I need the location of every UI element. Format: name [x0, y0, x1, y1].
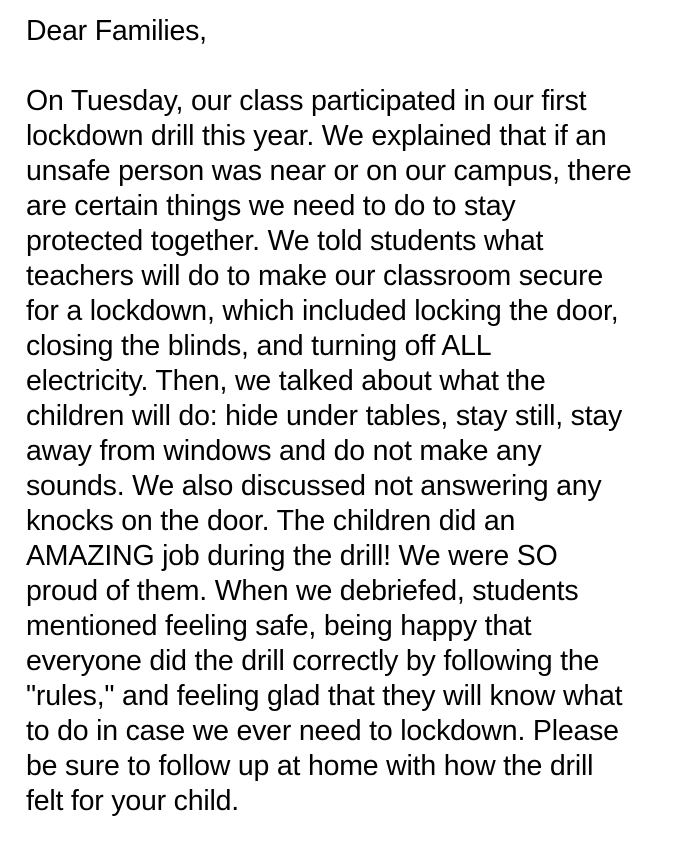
body-line: electricity. Then, we talked about what the — [26, 365, 546, 397]
body-line: "rules," and feeling glad that they will know what — [26, 680, 623, 712]
body-line: On Tuesday, our class participated in our first — [26, 85, 587, 117]
body-line: knocks on the door. The children did an — [26, 505, 516, 537]
body-line: be sure to follow up at home with how the drill — [26, 750, 594, 782]
body-line: to do in case we ever need to lockdown. Please — [26, 715, 619, 747]
body-line: children will do: hide under tables, stay still, stay — [26, 400, 623, 432]
body-line: teachers will do to make our classroom secure — [26, 260, 604, 292]
body-line: unsafe person was near or on our campus, there — [26, 155, 632, 187]
body-line: everyone did the drill correctly by following the — [26, 645, 600, 677]
body-line: mentioned feeling safe, being happy that — [26, 610, 532, 642]
body-line: closing the blinds, and turning off ALL — [26, 330, 492, 362]
body-line: AMAZING job during the drill! We were SO — [26, 540, 558, 572]
body-line: felt for your child. — [26, 785, 240, 817]
body-line: away from windows and do not make any — [26, 435, 542, 467]
body-line: protected together. We told students what — [26, 225, 544, 257]
body-line: for a lockdown, which included locking the door, — [26, 295, 619, 327]
letter-body — [26, 84, 696, 819]
body-line: are certain things we need to do to stay — [26, 190, 516, 222]
paragraph-gap — [26, 49, 696, 84]
letter-greeting: Dear Families, — [26, 15, 207, 47]
letter — [26, 14, 696, 819]
body-line: sounds. We also discussed not answering any — [26, 470, 602, 502]
body-line: lockdown drill this year. We explained that if an — [26, 120, 607, 152]
body-line: proud of them. When we debriefed, students — [26, 575, 579, 607]
